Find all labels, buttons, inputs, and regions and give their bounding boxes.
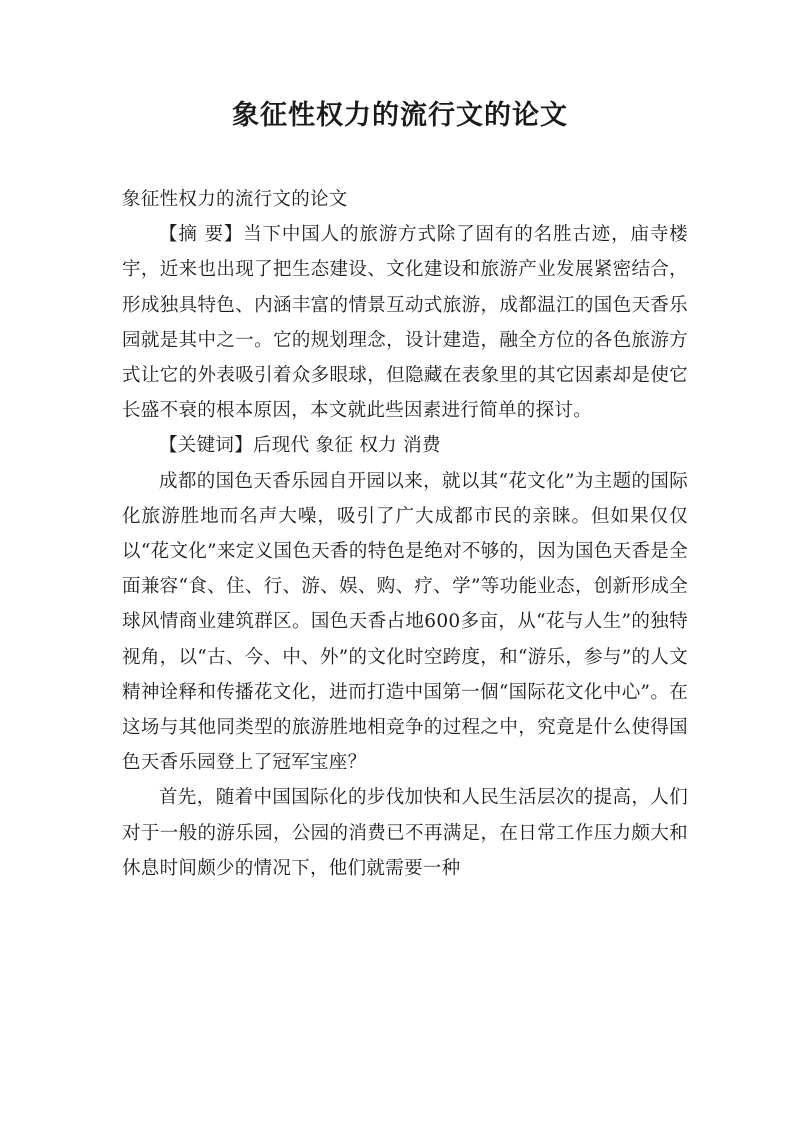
body-paragraph-2: 首先，随着中国国际化的步伐加快和人民生活层次的提高，人们对于一般的游乐园，公园的消费已不再满足，在日常工作压力颇大和休息时间颇少的情况下，他们就需要一种 [122,787,688,879]
document-body [122,182,688,886]
keywords-line: 【关键词】后现代 象征 权力 消费 [159,435,441,457]
document-subtitle: 象征性权力的流行文的论文 [122,189,348,210]
abstract-paragraph: 【摘 要】当下中国人的旅游方式除了固有的名胜古迹，庙寺楼宇，近来也出现了把生态建设、文化建设和旅游产业发展紧密结合，形成独具特色、内涵丰富的情景互动式旅游，成都温江的国色天香乐园就是其中之一。它的规划理念，设计建造，融全方位的各色旅游方式让它的外表吸引着众多眼球，但隐藏在表象里的其它因素却是使它长盛不衰的根本原因，本文就此些因素进行简单的探讨。 [122,224,688,422]
document-title: 象征性权力的流行文的论文 [232,100,568,131]
body-paragraph-1: 成都的国色天香乐园自开园以来，就以其“花文化”为主题的国际化旅游胜地而名声大噪，吸引了广大成都市民的亲睐。但如果仅仅以“花文化”来定义国色天香的特色是绝对不够的，因为国色天香是全面兼容“食、住、行、游、娱、购、疗、学”等功能业态，创新形成全球风情商业建筑群区。国色天香占地600多亩，从“花与人生”的独特视角，以“古、今、中、外”的文化时空跨度，和“游乐，参与”的人文精神诠释和传播花文化，进而打造中国第一個“国际花文化中心”。在这场与其他同类型的旅游胜地相竞争的过程之中，究竟是什么使得国色天香乐园登上了冠军宝座？ [122,470,688,774]
